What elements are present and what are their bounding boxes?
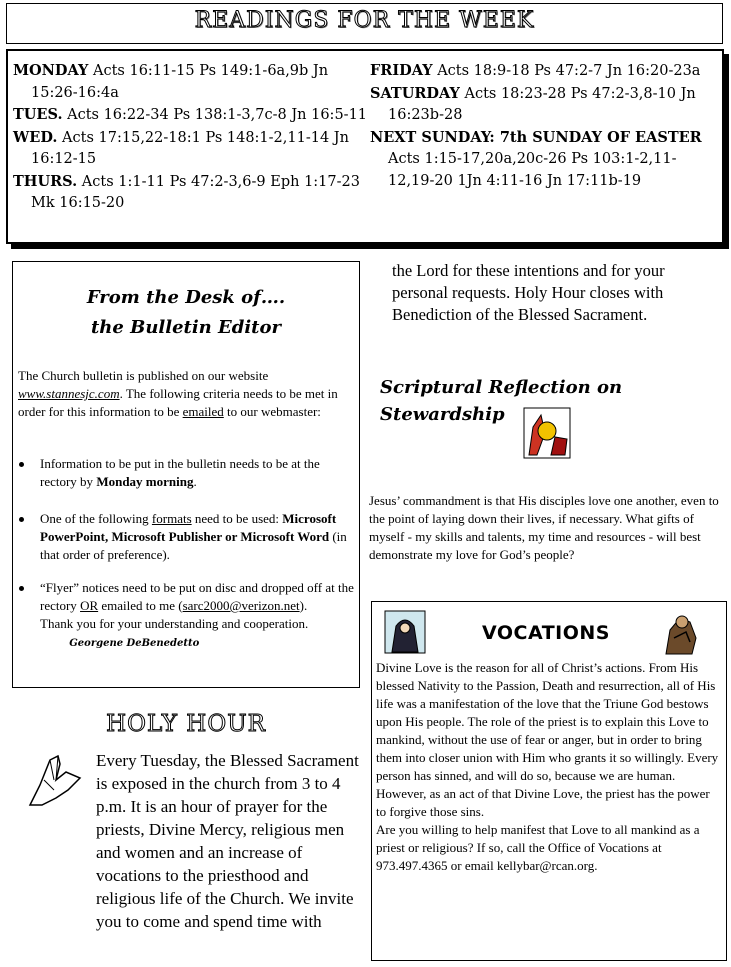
holy-hour-continued: the Lord for these intentions and for your personal requests. Holy Hour closes with Benediction of the Blessed Sacrament. xyxy=(392,261,665,324)
praying-figure-icon xyxy=(656,608,706,658)
reading-entry: NEXT SUNDAY: 7th SUNDAY OF EASTER Acts 1:15-17,20a,20c-26 Ps 103:1-2,11-12,19-20 1Jn 4:11-16 Jn 17:11b-19 xyxy=(370,128,702,189)
editor-intro: The Church bulletin is published on our website www.stannesjc.com. The following criteria needs to be met in order for this information to be emailed to our webmaster: xyxy=(18,368,338,419)
holy-hour-body xyxy=(34,749,359,933)
page-title: READINGS FOR THE WEEK xyxy=(194,8,535,33)
list-item: “Flyer” notices need to be put on disc and dropped off at the rectory OR emailed to me (sarc2000@verizon.net). Thank you for your understanding and cooperation. Georgene DeBenedetto xyxy=(40,579,354,653)
signature: Georgene DeBenedetto xyxy=(69,638,200,649)
bulletin-editor-box xyxy=(12,261,360,688)
vocations-box xyxy=(371,601,727,961)
burning-bush-icon xyxy=(523,407,571,459)
website-link[interactable]: www.stannesjc.com xyxy=(18,386,120,401)
holy-hour-title: HOLY HOUR xyxy=(106,711,266,737)
editor-heading-line1: From the Desk of…. xyxy=(86,287,286,308)
holy-hour-text: Every Tuesday, the Blessed Sacrament is exposed in the church from 3 to 4 p.m. It is an hour of prayer for the priests, Divine Mercy, religious men and women and an increase of vocations to the priesthood and religious life of the Church. We invite you to come and spend time with xyxy=(96,751,359,931)
reflection-body: Jesus’ commandment is that His disciples love one another, even to the point of laying down their lives, if necessary. What gifts of myself - my skills and talents, my time and resources - will best demonstrate my love for God’s people? xyxy=(369,493,719,562)
email-link[interactable]: sarc2000@verizon.net xyxy=(182,598,300,613)
readings-right-column xyxy=(370,60,722,192)
reading-entry: WED. Acts 17:15,22-18:1 Ps 148:1-2,11-14 Jn 16:12-15 xyxy=(13,128,349,167)
title-banner xyxy=(6,3,723,44)
vocations-title: VOCATIONS xyxy=(482,622,610,644)
list-item: One of the following formats need to be used: Microsoft PowerPoint, Microsoft Publisher or Microsoft Word (in that order of preference). xyxy=(40,510,354,564)
readings-box xyxy=(6,49,724,244)
reading-entry: TUES. Acts 16:22-34 Ps 138:1-3,7c-8 Jn 16:5-11 xyxy=(13,106,368,123)
readings-left-column xyxy=(13,60,369,215)
reflection-title: Scriptural Reflection on Stewardship xyxy=(380,377,623,425)
reading-entry: SATURDAY Acts 18:23-28 Ps 47:2-3,8-10 Jn 16:23b-28 xyxy=(370,84,696,123)
nun-icon xyxy=(384,610,426,654)
list-item: Information to be put in the bulletin needs to be at the rectory by Monday morning. xyxy=(40,455,354,491)
reading-entry: MONDAY Acts 16:11-15 Ps 149:1-6a,9b Jn 15:26-16:4a xyxy=(13,62,329,101)
editor-heading-line2: the Bulletin Editor xyxy=(90,317,281,338)
reading-entry: THURS. Acts 1:1-11 Ps 47:2-3,6-9 Eph 1:17-23 Mk 16:15-20 xyxy=(13,172,360,211)
reading-entry: FRIDAY Acts 18:9-18 Ps 47:2-7 Jn 16:20-23a xyxy=(370,62,701,79)
vocations-body: Divine Love is the reason for all of Christ’s actions. From His blessed Nativity to the Passion, Death and resurrection, all of His life was a manifestation of the love that the Triune God bestows upon His people. The role of the priest is to explain this Love to mankind, without the use of fear or anger, but in order to bring them into closer union with Him who grants it so willingly. Every person has sinned, and will do so, because we are human. However, as an act of that Divine Love, the priest has the power to forgive those sins. Are you willing to help manifest that Love to all mankind as a priest or religious? If so, call the Office of Vocations at 973.497.4365 or email kellybar@rcan.org. xyxy=(376,660,719,873)
